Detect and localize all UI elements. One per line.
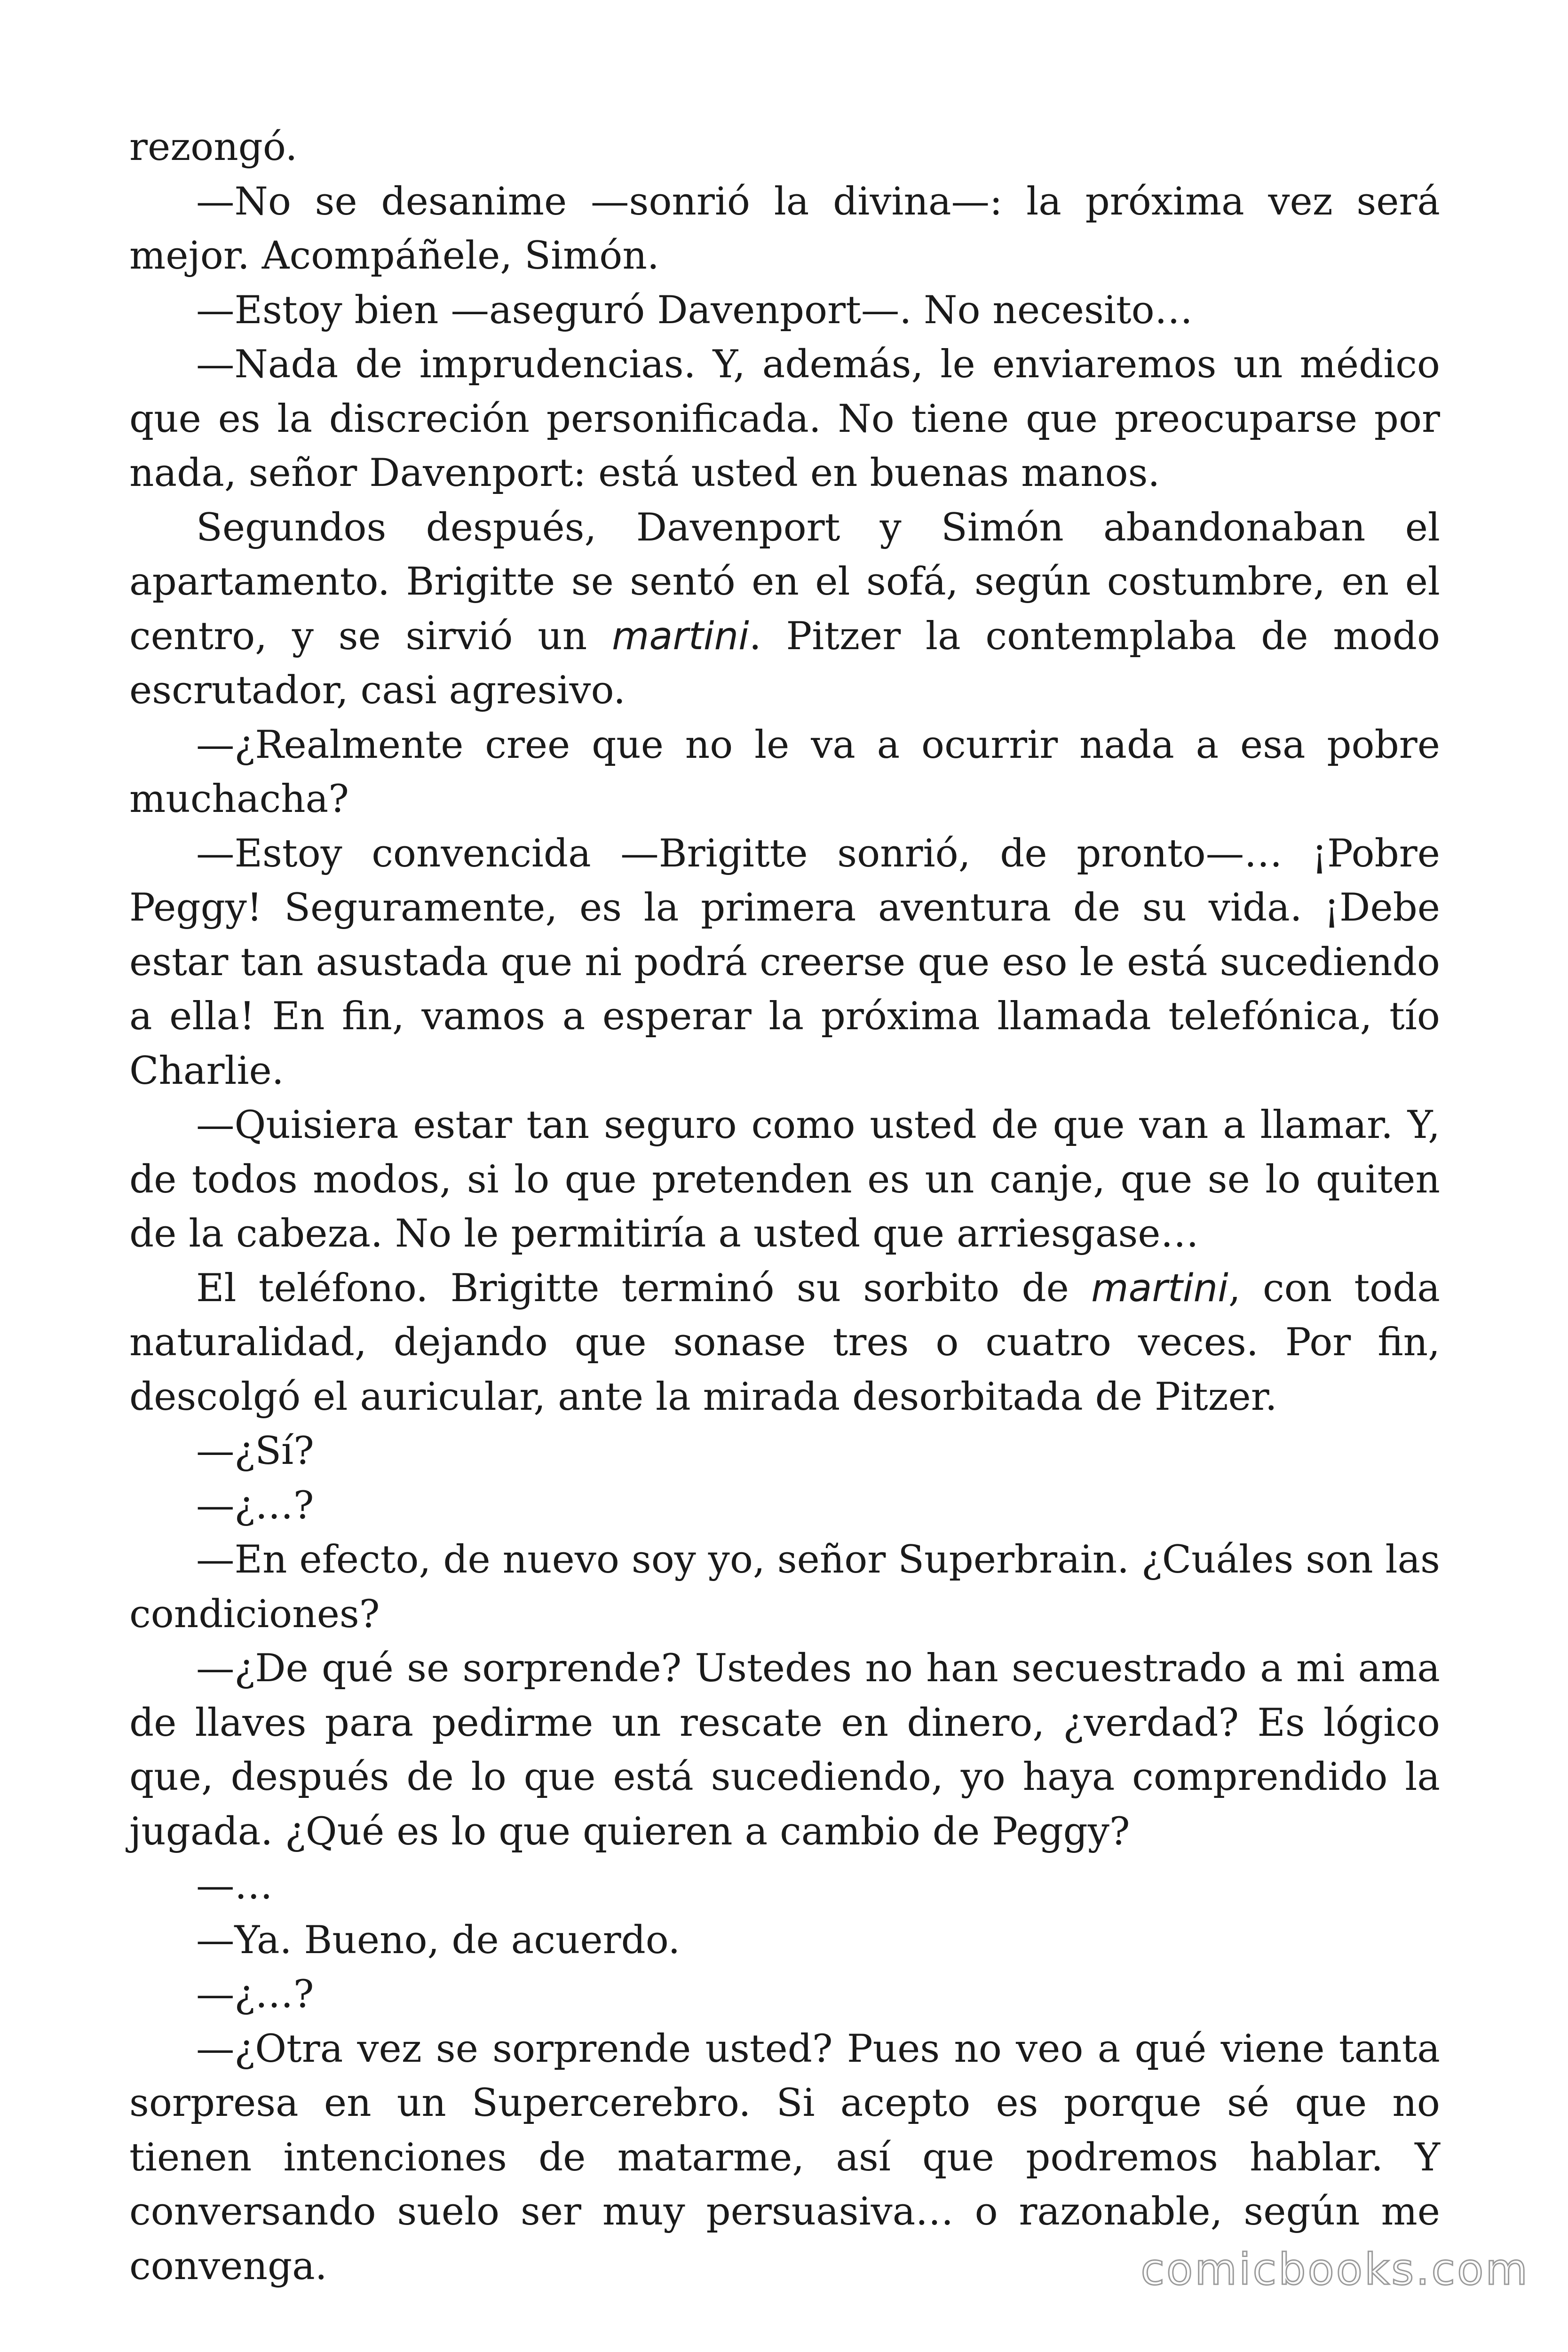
paragraph-10: —¿Sí? <box>196 1429 314 1473</box>
paragraph-15: —Ya. Bueno, de acuerdo. <box>196 1917 681 1963</box>
paragraph-12: —En efecto, de nuevo soy yo, señor Superbrain. ¿Cuáles son las condiciones? <box>129 1537 1440 1637</box>
paragraph-9 <box>129 1261 1440 1424</box>
paragraph-7: —Estoy convencida —Brigitte sonrió, de pronto—… ¡Pobre Peggy! Seguramente, es la primera aventura de su vida. ¡Debe estar tan asustada que ni podrá creerse que eso le está sucediendo a ella! En fin, vamos a esperar la próxima llamada telefónica, tío Charlie. <box>129 831 1440 1093</box>
paragraph-16: —¿…? <box>196 1972 314 2017</box>
paragraph-5-text-after: . Pitzer la contemplaba de modo escrutador, casi agresivo. <box>129 613 1441 713</box>
paragraph-14: —… <box>196 1863 273 1908</box>
paragraph-9-text-after: , con toda naturalidad, dejando que sonase tres o cuatro veces. Por fin, descolgó el auricular, ante la mirada desorbitada de Pitzer. <box>129 1265 1440 1419</box>
paragraph-4: —Nada de imprudencias. Y, además, le enviaremos un médico que es la discreción personificada. No tiene que preocuparse por nada, señor Davenport: está usted en buenas manos. <box>129 342 1440 495</box>
paragraph-6: —¿Realmente cree que no le va a ocurrir nada a esa pobre muchacha? <box>129 722 1440 821</box>
paragraph-8: —Quisiera estar tan seguro como usted de que van a llamar. Y, de todos modos, si lo que pretenden es un canje, que se lo quiten de la cabeza. No le permitiría a usted que arriesgase… <box>129 1103 1440 1256</box>
paragraph-1: rezongó. <box>129 125 298 169</box>
paragraph-9-italic: martini <box>1091 1265 1228 1311</box>
paragraph-5 <box>129 501 1440 718</box>
paragraph-11: —¿…? <box>196 1483 314 1528</box>
paragraph-2: —No se desanime —sonrió la divina—: la próxima vez será mejor. Acompáñele, Simón. <box>129 179 1440 278</box>
paragraph-17: —¿Otra vez se sorprende usted? Pues no veo a qué viene tanta sorpresa en un Supercerebro. Si acepto es porque sé que no tienen intenciones de matarme, así que podremos hablar. Y conversando suelo ser muy persuasiva… o razonable, según me convenga. <box>129 2026 1440 2288</box>
paragraph-9-text-before: El teléfono. Brigitte terminó su sorbito de <box>196 1265 1092 1311</box>
paragraph-13: —¿De qué se sorprende? Ustedes no han secuestrado a mi ama de llaves para pedirme un rescate en dinero, ¿verdad? Es lógico que, después de lo que está sucediendo, yo haya comprendido la jugada. ¿Qué es lo que quieren a cambio de Peggy? <box>129 1646 1440 1854</box>
paragraph-5-italic: martini <box>612 613 749 659</box>
page-body <box>129 120 1440 2293</box>
paragraph-5-text-before: Segundos después, Davenport y Simón abandonaban el apartamento. Brigitte se sentó en el sofá, según costumbre, en el centro, y se sirvió un <box>129 505 1440 659</box>
paragraph-3: —Estoy bien —aseguró Davenport—. No necesito… <box>196 287 1193 333</box>
site-watermark: comicbooks.com <box>1140 2244 1529 2295</box>
